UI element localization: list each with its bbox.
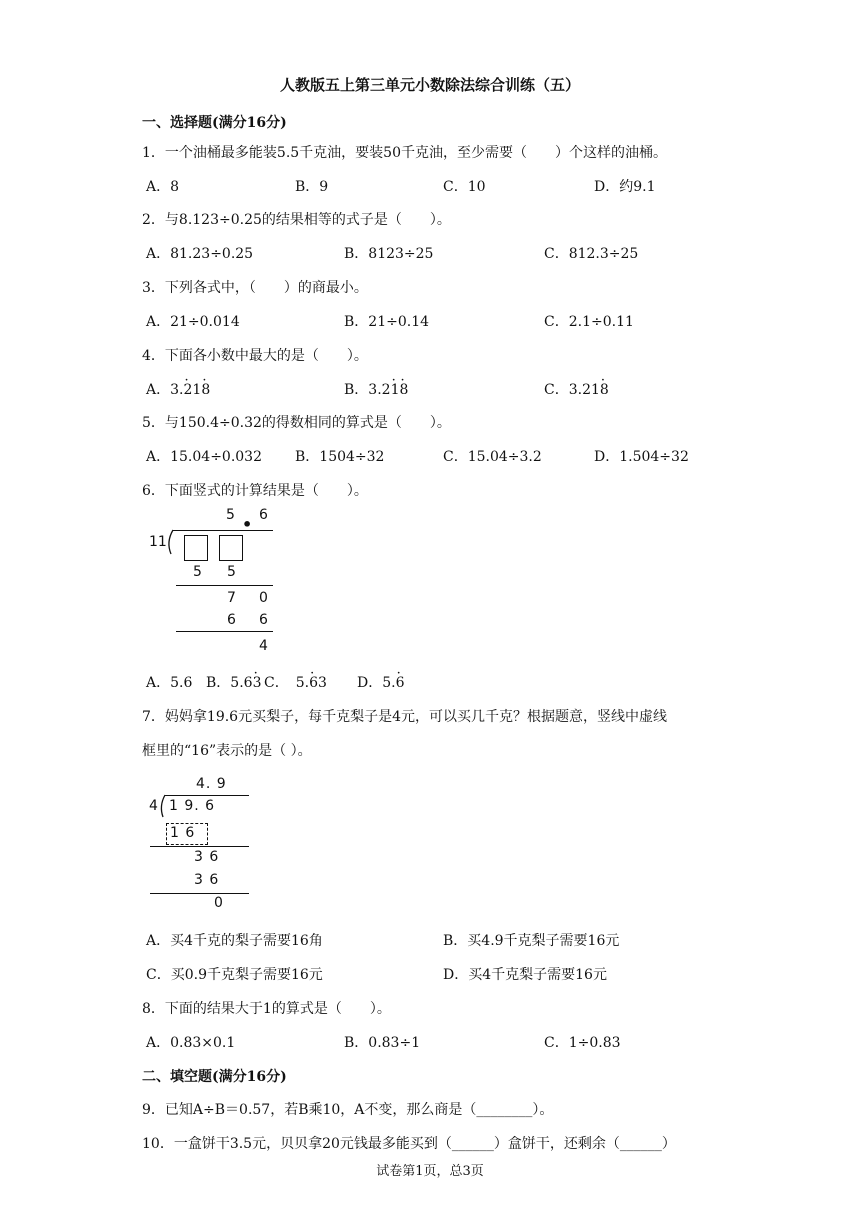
page-title: 人教版五上第三单元小数除法综合训练（五） (279, 76, 580, 94)
q6-d-repeat: · 6 (396, 675, 405, 691)
div6-row3-digit-2: 6 (259, 612, 268, 628)
q5-option-d: D．1.504÷32 (594, 449, 689, 465)
q2-option-b: B．8123÷25 (344, 246, 434, 262)
q8-option-c: C．1÷0.83 (544, 1035, 621, 1051)
q7-option-c: C．买0.9千克梨子需要16元 (146, 967, 323, 983)
q3-option-a: A．21÷0.014 (146, 314, 240, 330)
q1-option-b: B．9 (295, 179, 329, 195)
div6-blank-box-1 (184, 535, 208, 561)
q6-option-a: A．5.6 (146, 675, 193, 691)
q5-option-a: A．15.04÷0.032 (146, 449, 262, 465)
q6-b-repeat: · 3 (253, 675, 262, 691)
question-6: 6．下面竖式的计算结果是（ ）。 (142, 483, 368, 499)
div7-row-2: 3 6 (194, 872, 220, 888)
section-fill-heading: 二、填空题(满分16分) (142, 1069, 287, 1085)
div6-remainder: 4 (259, 638, 268, 654)
q4-b-repeat-end: · 8 (399, 382, 408, 398)
q4-a-repeat-start: · 2 (183, 382, 192, 398)
q4-option-c (544, 379, 609, 399)
q5-option-c: C．15.04÷3.2 (443, 449, 542, 465)
q4-c-repeat: · 8 (600, 382, 609, 398)
div6-row2-digit-1: 7 (227, 590, 236, 606)
q8-option-b: B．0.83÷1 (344, 1035, 421, 1051)
question-5: 5．与150.4÷0.32的得数相同的算式是（ ）。 (142, 415, 451, 431)
div7-line-2 (150, 893, 249, 894)
q7-option-a: A．买4千克的梨子需要16角 (146, 933, 323, 949)
q6-b-prefix: B．5.6 (206, 675, 253, 691)
div7-dividend: 1 9. 6 (169, 798, 216, 814)
q4-c-prefix: C．3.21 (544, 382, 600, 398)
q4-a-mid: 1 (192, 382, 202, 398)
div7-remainder: 0 (214, 895, 223, 911)
q3-option-b: B．21÷0.14 (344, 314, 430, 330)
div6-row2-digit-2: 0 (259, 590, 268, 606)
div6-row1-digit-1: 5 (193, 564, 202, 580)
q1-option-c: C．10 (443, 179, 486, 195)
div7-line-1 (150, 846, 249, 847)
question-9: 9．已知A÷B＝0.57，若B乘10，A不变，那么商是（________）。 (142, 1102, 554, 1118)
question-1: 1．一个油桶最多能装5.5千克油，要装50千克油，至少需要（ ）个这样的油桶。 (142, 145, 667, 161)
q6-d-prefix: D．5. (357, 675, 396, 691)
div7-quotient: 4. 9 (196, 776, 227, 792)
q2-option-a: A．81.23÷0.25 (146, 246, 254, 262)
q4-a-prefix: A．3. (146, 382, 184, 398)
div7-bracket-line (165, 795, 249, 796)
question-2: 2．与8.123÷0.25的结果相等的式子是（ ）。 (142, 212, 451, 228)
div7-boxed-value: 1 6 (170, 825, 196, 841)
q5-option-b: B．1504÷32 (295, 449, 385, 465)
q4-a-repeat-end: · 8 (201, 382, 210, 398)
div6-divisor: 11 (149, 534, 167, 550)
div6-blank-box-2 (219, 535, 243, 561)
q6-option-b (206, 672, 261, 692)
q6-option-d (357, 672, 405, 692)
q4-b-repeat-start: · 1 (391, 382, 400, 398)
q8-option-a: A．0.83×0.1 (146, 1035, 236, 1051)
div7-divisor: 4 (149, 798, 158, 814)
div7-bracket-curve (157, 794, 169, 818)
q2-option-c: C．812.3÷25 (544, 246, 639, 262)
div6-line-2 (176, 631, 273, 632)
question-7-line-2: 框里的“16”表示的是（ ）。 (142, 743, 312, 759)
question-10: 10．一盒饼干3.5元，贝贝拿20元钱最多能买到（______）盒饼干，还剩余（______） (142, 1136, 676, 1152)
question-8: 8．下面的结果大于1的算式是（ ）。 (142, 1001, 391, 1017)
q4-b-prefix: B．3.2 (344, 382, 391, 398)
div6-quotient-digit-1: 5 (226, 507, 235, 523)
q6-c-prefix: C． 5. (264, 675, 310, 691)
question-3: 3．下列各式中，（ ）的商最小。 (142, 280, 368, 296)
q3-option-c: C．2.1÷0.11 (544, 314, 634, 330)
div6-row3-digit-1: 6 (227, 612, 236, 628)
div6-quotient-digit-2: 6 (259, 507, 268, 523)
q1-option-d: D．约9.1 (594, 179, 656, 195)
question-4: 4．下面各小数中最大的是（ ）。 (142, 348, 368, 364)
q6-c-repeat: · 63 (309, 675, 327, 691)
section-choice-heading: 一、选择题(满分16分) (142, 115, 287, 131)
div6-decimal-point: • (242, 515, 253, 534)
div6-bracket-line (173, 530, 273, 531)
q4-option-b (344, 379, 408, 399)
div7-row-1: 3 6 (194, 849, 220, 865)
div6-row1-digit-2: 5 (227, 564, 236, 580)
page-footer: 试卷第1页，总3页 (376, 1164, 484, 1179)
q6-option-c (264, 672, 327, 692)
q7-option-b: B．买4.9千克梨子需要16元 (443, 933, 620, 949)
div6-line-1 (176, 585, 273, 586)
q1-option-a: A．8 (146, 179, 180, 195)
q7-option-d: D．买4千克梨子需要16元 (443, 967, 607, 983)
question-7-line-1: 7．妈妈拿19.6元买梨子，每千克梨子是4元，可以买几千克？根据题意，竖线中虚线 (142, 709, 667, 725)
q4-option-a (146, 379, 210, 399)
